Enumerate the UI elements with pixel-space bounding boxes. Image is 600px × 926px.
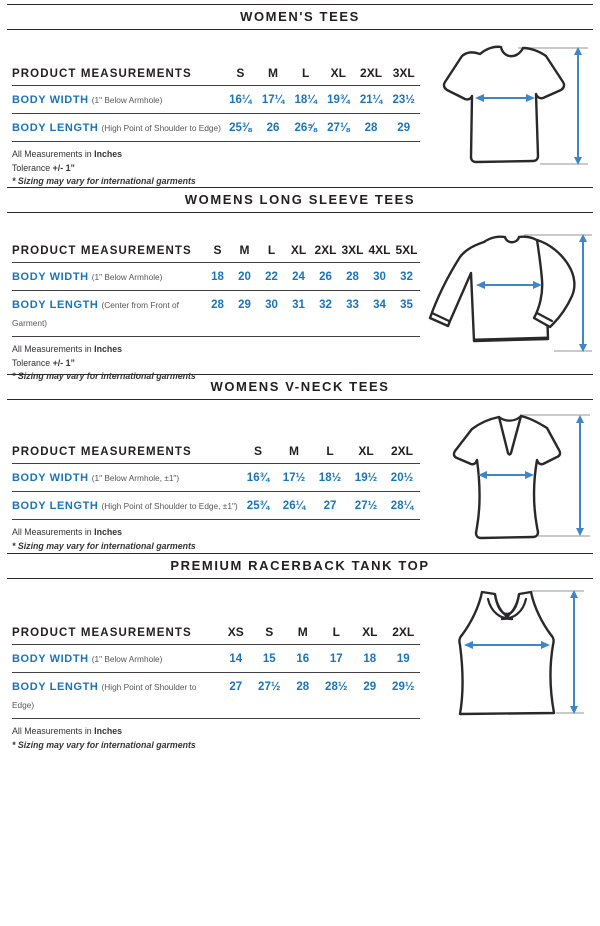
- measurement-value: 27: [323, 500, 337, 512]
- row-sublabel: (1" Below Armhole): [91, 272, 163, 282]
- size-col-header: M: [239, 243, 250, 257]
- measurement-value: 18½: [318, 472, 342, 484]
- body-length-row: [12, 291, 420, 337]
- tank-outline: [459, 592, 554, 714]
- size-col-header: XL: [362, 625, 378, 639]
- collar-back-line: [499, 416, 521, 421]
- measurement-value: 28: [364, 122, 378, 134]
- row-sublabel: (1" Below Armhole): [91, 95, 163, 105]
- size-col-header: S: [236, 66, 245, 80]
- measurement-value: 28: [211, 299, 224, 311]
- size-col-header: M: [289, 444, 299, 458]
- body-length-row: [12, 673, 420, 719]
- section-womens-long-sleeve-tees: [0, 187, 600, 381]
- measurement-value: 33: [346, 299, 359, 311]
- measurement-value: 26: [266, 122, 280, 134]
- measurement-value: 29: [363, 681, 377, 693]
- row-sublabel: (1" Below Armhole, ±1"): [91, 473, 180, 483]
- measurements-table: [12, 440, 420, 553]
- body-length-row: [12, 114, 420, 142]
- vneck-tee-illustration: [420, 400, 595, 553]
- measurement-value: 34: [373, 299, 386, 311]
- long-sleeve-body-outline: [430, 237, 548, 341]
- measurement-value: 25⅜: [229, 122, 252, 134]
- measurement-value: 20½: [390, 472, 414, 484]
- measurement-value: 18: [363, 653, 377, 665]
- racerback-tank-illustration: [420, 579, 594, 738]
- measurement-value: 16¾: [246, 472, 270, 484]
- tee-outline: [444, 47, 564, 162]
- note-units: All Measurements in Inches: [12, 726, 123, 736]
- size-col-header: XL: [290, 243, 307, 257]
- size-col-header: S: [265, 625, 274, 639]
- measurement-value: 35: [400, 299, 413, 311]
- note-tolerance: Tolerance +/- 1”: [12, 162, 75, 173]
- measurement-value: 29: [238, 299, 251, 311]
- note-sizing: * Sizing may vary for international garments: [12, 371, 196, 381]
- size-col-header: L: [302, 66, 310, 80]
- row-sublabel: (High Point of Shoulder to Edge): [12, 682, 197, 710]
- measurement-value: 17¼: [261, 94, 285, 106]
- table-header: PRODUCT MEASUREMENTS: [12, 446, 192, 458]
- section-womens-tees: [0, 4, 600, 187]
- notes: [12, 344, 420, 381]
- size-col-header: XL: [358, 444, 374, 458]
- section-title: PREMIUM RACERBACK TANK TOP: [170, 558, 430, 573]
- table-header-row: [12, 621, 420, 645]
- table-header: PRODUCT MEASUREMENTS: [12, 627, 192, 639]
- measurement-value: 25¾: [246, 500, 270, 512]
- measurement-value: 27½: [258, 681, 281, 693]
- long-sleeve-tee-icon: [420, 227, 598, 359]
- row-label: BODY WIDTH: [12, 94, 89, 106]
- measurement-value: 26⅝: [294, 122, 317, 134]
- measurement-value: 27½: [354, 500, 378, 512]
- size-col-header: XS: [227, 625, 244, 639]
- measurement-value: 30: [265, 299, 278, 311]
- measurement-value: 19½: [354, 472, 378, 484]
- measurement-value: 30: [373, 271, 386, 283]
- row-label: BODY LENGTH: [12, 122, 99, 134]
- note-tolerance: Tolerance +/- 1”: [12, 357, 75, 368]
- size-col-header: M: [268, 66, 278, 80]
- note-sizing: * Sizing may vary for international garments: [12, 540, 196, 551]
- size-col-header: 2XL: [314, 243, 337, 257]
- measurement-value: 19¾: [327, 94, 350, 106]
- body-length-arrow: [574, 47, 582, 165]
- short-sleeve-tee-icon: [420, 38, 596, 175]
- row-sublabel: (High Point of Shoulder to Edge, ±1"): [101, 501, 238, 511]
- measurement-value: 17½: [282, 472, 306, 484]
- size-col-header: 3XL: [341, 243, 364, 257]
- size-col-header: L: [326, 444, 334, 458]
- note-units: All Measurements in Inches: [12, 527, 123, 537]
- section-title-band: [7, 553, 593, 579]
- measurement-value: 27⅛: [327, 122, 350, 134]
- v-neck-tee-icon: [420, 403, 595, 550]
- body-length-row: [12, 492, 420, 520]
- table-header-row: [12, 239, 420, 263]
- row-sublabel: (High Point of Shoulder to Edge): [101, 123, 221, 133]
- table-header-row: [12, 62, 420, 86]
- size-col-header: S: [253, 444, 262, 458]
- row-sublabel: (1" Below Armhole): [91, 654, 163, 664]
- table-header: PRODUCT MEASUREMENTS: [12, 245, 192, 257]
- measurement-value: 32: [319, 299, 332, 311]
- body-length-arrow: [576, 415, 584, 536]
- row-label: BODY LENGTH: [12, 500, 99, 512]
- row-sublabel: (Center from Front of Garment): [12, 300, 179, 328]
- section-womens-vneck-tees: [0, 374, 600, 553]
- row-label: BODY LENGTH: [12, 681, 99, 693]
- size-col-header: XL: [330, 66, 347, 80]
- section-title: WOMENS V-NECK TEES: [210, 379, 390, 394]
- measurement-value: 18¼: [294, 94, 317, 106]
- measurement-value: 19: [396, 653, 410, 665]
- measurement-value: 31: [292, 299, 305, 311]
- measurement-value: 16¼: [229, 94, 252, 106]
- measurement-value: 21¼: [359, 94, 383, 106]
- body-width-row: [12, 464, 420, 492]
- racerback-tank-icon: [432, 583, 594, 721]
- measurements-table: [12, 239, 420, 381]
- measurements-table: [12, 62, 420, 187]
- notes: [12, 527, 420, 551]
- measurement-value: 22: [265, 271, 278, 283]
- measurement-value: 24: [292, 271, 305, 283]
- table-header-row: [12, 440, 420, 464]
- section-title-band: [7, 4, 593, 30]
- hem-line: [475, 338, 548, 340]
- body-width-row: [12, 645, 420, 673]
- section-title: WOMEN'S TEES: [240, 9, 360, 24]
- measurement-value: 26¼: [282, 500, 306, 512]
- measurement-value: 28½: [325, 681, 348, 693]
- row-label: BODY LENGTH: [12, 299, 99, 311]
- size-col-header: 2XL: [360, 66, 383, 80]
- section-racerback-tank: [0, 553, 600, 750]
- measurement-value: 32: [400, 271, 413, 283]
- measurement-value: 28: [296, 681, 310, 693]
- section-title: WOMENS LONG SLEEVE TEES: [184, 192, 416, 207]
- measurement-value: 28: [346, 271, 359, 283]
- size-col-header: S: [213, 243, 222, 257]
- body-width-row: [12, 263, 420, 291]
- body-length-arrow: [570, 590, 578, 714]
- size-col-header: 4XL: [368, 243, 391, 257]
- size-col-header: M: [297, 625, 308, 639]
- size-col-header: 2XL: [392, 625, 415, 639]
- measurement-value: 15: [262, 653, 276, 665]
- table-header: PRODUCT MEASUREMENTS: [12, 68, 192, 80]
- measurements-table: [12, 621, 420, 750]
- note-units: All Measurements in Inches: [12, 149, 123, 159]
- body-width-row: [12, 86, 420, 114]
- measurement-value: 18: [211, 271, 224, 283]
- notes: [12, 726, 420, 750]
- section-title-band: [7, 187, 593, 213]
- size-col-header: L: [332, 625, 340, 639]
- size-col-header: 5XL: [395, 243, 418, 257]
- vneck-outline: [454, 416, 560, 538]
- note-sizing: * Sizing may vary for international garments: [12, 176, 196, 186]
- tee-illustration: [420, 30, 596, 187]
- measurement-value: 26: [319, 271, 332, 283]
- measurement-value: 23½: [392, 94, 415, 106]
- measurement-value: 28¼: [390, 500, 414, 512]
- row-label: BODY WIDTH: [12, 653, 89, 665]
- long-sleeve-tee-illustration: [420, 213, 598, 374]
- row-label: BODY WIDTH: [12, 472, 89, 484]
- note-sizing: * Sizing may vary for international garments: [12, 739, 196, 750]
- measurement-value: 17: [329, 653, 343, 665]
- row-label: BODY WIDTH: [12, 271, 89, 283]
- measurement-value: 27: [229, 681, 243, 693]
- measurement-value: 29½: [392, 681, 415, 693]
- size-col-header: L: [267, 243, 276, 257]
- notes: [12, 149, 420, 186]
- measurement-value: 16: [296, 653, 310, 665]
- size-col-header: 2XL: [390, 444, 413, 458]
- measurement-value: 29: [397, 122, 411, 134]
- measurement-value: 20: [238, 271, 251, 283]
- note-units: All Measurements in Inches: [12, 344, 123, 354]
- measurement-value: 14: [229, 653, 243, 665]
- body-length-arrow: [579, 234, 587, 352]
- size-col-header: 3XL: [392, 66, 415, 80]
